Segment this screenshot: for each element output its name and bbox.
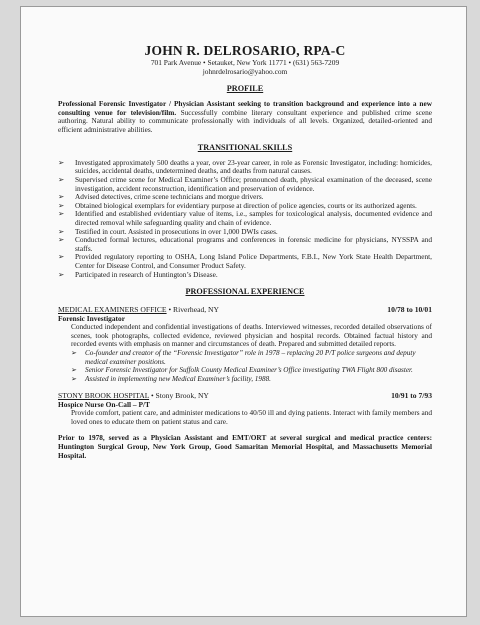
job-location: • Riverhead, NY — [166, 305, 220, 315]
list-item: ➢ Assisted in implementing new Medical Examiner’s facility, 1988. — [71, 374, 271, 383]
skills-list — [58, 159, 432, 279]
arrow-bullet-icon: ➢ — [58, 209, 65, 219]
job-employer-line — [58, 305, 219, 314]
experience-heading: PROFESSIONAL EXPERIENCE — [185, 287, 305, 297]
job-employer: STONY BROOK HOSPITAL — [58, 391, 150, 401]
list-item: ➢ Senior Forensic Investigator for Suffolk County Medical Examiner’s Office investigating TWA Flight 800 disaster. — [71, 366, 413, 375]
candidate-name: JOHN R. DELROSARIO, RPA-C — [144, 43, 346, 58]
job-employer-line — [58, 391, 209, 400]
profile-headline: Professional Forensic Investigator / Physician Assistant seeking to transition background and experience into a new consulting venue for television/film. — [58, 99, 432, 117]
arrow-bullet-icon: ➢ — [71, 374, 78, 383]
job-employer: MEDICAL EXAMINERS OFFICE — [58, 305, 167, 315]
list-item: ➢ Conducted formal lectures, educational programs and conferences in forensic medicine for physicians, NYSSPA and staffs. — [58, 235, 432, 253]
achievements-list — [58, 349, 432, 383]
arrow-bullet-icon: ➢ — [58, 192, 65, 202]
profile-body: Successfully combine literary consultant experience and published crime scene authoring. Natural ability to communicate professionally with individuals of all levels. Organized, detailed-oriented and efficient administrative abilities. — [58, 107, 432, 135]
arrow-bullet-icon: ➢ — [71, 366, 78, 375]
arrow-bullet-icon: ➢ — [58, 269, 65, 279]
job-description: Provide comfort, patient care, and administer medications to 40/50 ill and dying patients. Interact with family members and loved ones to educate them on patient status and care. — [71, 408, 432, 426]
arrow-bullet-icon: ➢ — [58, 252, 65, 262]
contact-address: 701 Park Avenue • Setauket, New York 11771 • (631) 563-7209 — [150, 58, 340, 67]
resume-content — [58, 43, 432, 461]
profile-heading: PROFILE — [226, 84, 264, 93]
job-header — [58, 391, 432, 400]
list-item: ➢ Obtained biological exemplars for evidentiary purpose at direction of police agencies, courts or its authorized agents. — [58, 200, 417, 210]
job-dates: 10/91 to 7/93 — [391, 391, 432, 401]
arrow-bullet-icon: ➢ — [58, 157, 65, 167]
job-description: Conducted independent and confidential investigations of deaths. Interviewed witnesses, recorded detailed observations of scenes, took photographs, collected evidence, reviewed physician and hospital records. Obtained factual history and recorded events with emphasis on manner and circumstances of death. Prepared and submitted detailed reports. — [71, 322, 432, 349]
prior-experience: Prior to 1978, served as a Physician Assistant and EMT/ORT at several surgical and medical practice centers: Huntington Surgical Group, New York Group, Good Samaritan Memorial Hospital, and Massachusetts Memorial Hospital. — [58, 433, 432, 460]
arrow-bullet-icon: ➢ — [58, 235, 65, 245]
job-title: Hospice Nurse On-Call – P/T — [58, 400, 150, 410]
list-item: ➢ Investigated approximately 500 deaths a year, over 23-year career, in role as Forensic Investigator, including: homicides, suicides, accidental deaths, undetermined deaths, and deaths from natural causes. — [58, 157, 432, 176]
job-title: Forensic Investigator — [58, 314, 125, 324]
skills-heading: TRANSITIONAL SKILLS — [197, 142, 293, 152]
list-item: ➢ Co-founder and creator of the “Forensic Investigator” role in 1978 – replacing 20 P/T police surgeons and deputy medical examiner positions. — [71, 348, 416, 366]
job-dates: 10/78 to 10/01 — [387, 305, 432, 315]
list-item: ➢ Advised detectives, crime scene technicians and morgue drivers. — [58, 192, 264, 202]
resume-page — [20, 6, 467, 617]
contact-email: johnrdelrosario@yahoo.com — [202, 67, 288, 76]
list-item: ➢ Participated in research of Huntington’s Disease. — [58, 269, 218, 279]
job-header — [58, 305, 432, 314]
arrow-bullet-icon: ➢ — [58, 175, 65, 184]
arrow-bullet-icon: ➢ — [71, 348, 78, 357]
job-location: • Stony Brook, NY — [149, 391, 209, 401]
list-item: ➢ Testified in court. Assisted in prosecutions in over 1,000 DWIs cases. — [58, 226, 278, 236]
profile-text — [58, 100, 432, 135]
arrow-bullet-icon: ➢ — [58, 226, 65, 236]
arrow-bullet-icon: ➢ — [58, 200, 65, 210]
list-item: ➢ Provided regulatory reporting to OSHA, Long Island Police Departments, F.B.I., New York State Health Department, Center for Disease Control, and Consumer Product Safety. — [58, 252, 432, 270]
list-item: ➢ Identified and established evidentiary value of items, i.e., samples for toxicological analysis, documented evidence and directed removal while safeguarding quality and chain of evidence. — [58, 209, 432, 227]
list-item: ➢ Supervised crime scene for Medical Examiner’s Office; pronounced death, physical examination of the deceased, scene investigation, accident reconstruction, identification and preservation of evidence. — [58, 175, 432, 193]
